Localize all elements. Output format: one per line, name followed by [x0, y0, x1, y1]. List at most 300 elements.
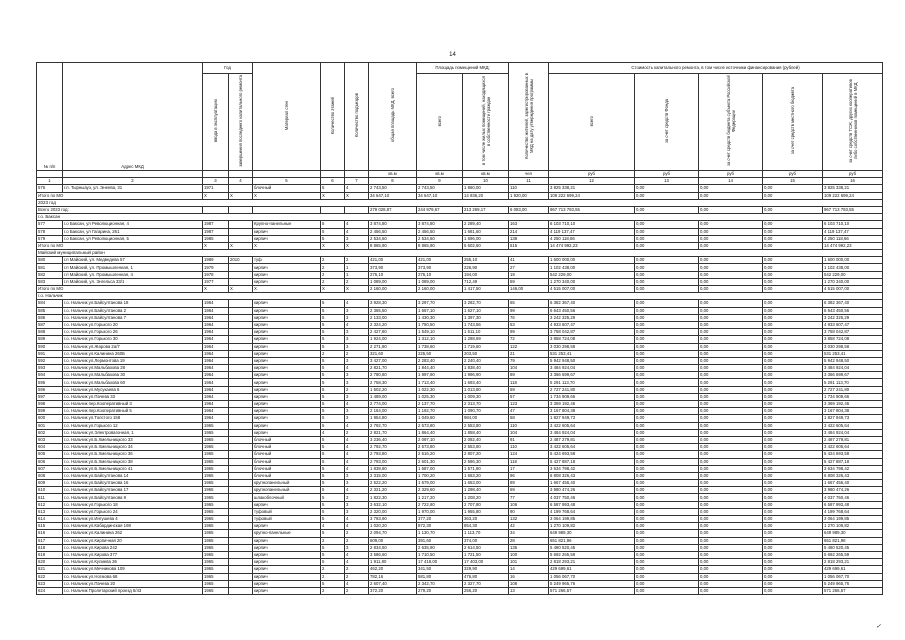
table-cell: 4 933 607,47 [823, 321, 883, 328]
total-cell: X [345, 286, 369, 293]
total-label: Всего 2023 год: [37, 206, 203, 213]
table-cell: кирпич [253, 350, 321, 357]
table-cell: 1 667,10 [417, 307, 463, 314]
table-cell: 2 137,70 [417, 401, 463, 408]
table-cell: 3 [345, 408, 369, 415]
table-cell: 4 [345, 465, 369, 472]
table-cell: 0,00 [763, 472, 823, 479]
table-cell: кирпич [253, 573, 321, 580]
table-cell: 2 365,50 [369, 307, 417, 314]
table-cell: 276,10 [417, 271, 463, 278]
total-cell: 967 713 793,55 [549, 206, 635, 213]
table-cell: 5 291 113,70 [549, 379, 635, 386]
header-area-group: Площадь помещений МКД: [417, 63, 509, 74]
table-cell: 2 522,20 [369, 480, 417, 487]
table-cell: кирпич [253, 537, 321, 544]
table-cell: 1965 [203, 573, 229, 580]
unit-cell: руб [699, 171, 763, 178]
unit-cell: чел [509, 171, 549, 178]
table-cell: 1965 [203, 566, 229, 573]
table-cell: 0,00 [635, 573, 699, 580]
table-cell: 1965 [203, 465, 229, 472]
total-cell [253, 206, 321, 213]
table-row [37, 487, 883, 494]
table-cell: 2 516,20 [417, 451, 463, 458]
table-row [37, 271, 883, 278]
table-cell: 984,00 [463, 415, 509, 422]
table-cell: 6 643 450,56 [823, 307, 883, 314]
table-cell: 13 [509, 587, 549, 594]
table-cell: 616 [37, 530, 63, 537]
table-cell: 782,16 [369, 573, 417, 580]
table-cell: 476,80 [463, 573, 509, 580]
table-cell: 3 [345, 329, 369, 336]
table-row [37, 559, 883, 566]
total-row [37, 206, 883, 213]
address-cell: г.о. Нальчик ул.Кулиева 36 [63, 559, 203, 566]
table-cell: 1 571,90 [463, 465, 509, 472]
table-cell: 0,00 [699, 429, 763, 436]
table-cell: 1 719,60 [463, 343, 509, 350]
table-cell: 2 [345, 537, 369, 544]
header-floors: Количество этажей [321, 63, 345, 171]
table-cell: 5 [321, 530, 345, 537]
table-cell: 1 822,30 [369, 494, 417, 501]
address-cell: г.о. Нальчик ул.Горького 30 [63, 336, 203, 343]
table-cell: 610 [37, 487, 63, 494]
table-cell: 226,90 [463, 264, 509, 271]
table-cell: 1 270 109,82 [549, 523, 635, 530]
table-cell: 0,00 [699, 587, 763, 594]
table-cell: 5 427 887,18 [549, 458, 635, 465]
table-cell: 4 [345, 516, 369, 523]
table-cell: 651 821,96 [823, 537, 883, 544]
table-cell: 585 [37, 307, 63, 314]
table-cell: 623 [37, 580, 63, 587]
table-row [37, 350, 883, 357]
address-cell: г.п Майский, ул. Промышленная, 1 [63, 264, 203, 271]
table-cell: кирпич [253, 300, 321, 307]
table-cell: 0,00 [763, 516, 823, 523]
table-cell: 203,50 [463, 350, 509, 357]
address-cell: г.о. Нальчик ул.Калинина 262 [63, 530, 203, 537]
table-cell: кирпич [253, 422, 321, 429]
address-cell: г.о. Нальчик ул.Байсултанова 16 [63, 480, 203, 487]
table-cell: 0,00 [763, 350, 823, 357]
table-cell: 110 [509, 422, 549, 429]
table-cell: 104 [509, 365, 549, 372]
table-cell: 1979 [203, 264, 229, 271]
table-cell: 4 [321, 429, 345, 436]
address-cell: г.о. Нальчик ул.Кабардинская 198 [63, 523, 203, 530]
table-cell: 1985 [203, 235, 229, 242]
table-cell: 5 [321, 516, 345, 523]
table-cell: 1 663,20 [463, 472, 509, 479]
table-row [37, 314, 883, 321]
address-cell: г.п Майский, ул. Промышленная, 4 [63, 271, 203, 278]
table-cell: 3 758 042,87 [549, 329, 635, 336]
table-cell: 2 834,50 [369, 544, 417, 551]
table-cell: 2 727 241,80 [823, 386, 883, 393]
table-cell: 1964 [203, 393, 229, 400]
table-cell: 624 [37, 587, 63, 594]
table-row [37, 544, 883, 551]
table-cell: 619 [37, 551, 63, 558]
unit-cell: кв.м [463, 171, 509, 178]
table-cell: 5 [321, 415, 345, 422]
table-cell: 4 [345, 559, 369, 566]
table-cell: 1964 [203, 379, 229, 386]
table-cell: 1 013,80 [463, 386, 509, 393]
table-cell: кирпич [253, 559, 321, 566]
table-cell: 1 734 909,66 [549, 393, 635, 400]
table-cell: 4 [345, 551, 369, 558]
address-cell: г.о. Нальчик Пролетарский проезд 5/43 [63, 587, 203, 594]
table-cell: 2 743,50 [369, 185, 417, 192]
table-cell: 1 270 340,00 [549, 278, 635, 285]
table-cell: 4 [345, 401, 369, 408]
table-cell [229, 357, 253, 364]
total-cell: 146,00 [509, 286, 549, 293]
table-cell: 1 [345, 264, 369, 271]
column-number: 15 [763, 178, 823, 185]
table-cell: 2 614,50 [463, 544, 509, 551]
table-cell: 0,00 [699, 444, 763, 451]
header-regional-budget: за счет средств бюджета субъекта Российской Федерации [699, 74, 763, 171]
table-cell: 5 [321, 508, 345, 515]
table-cell: 3 422 605,64 [549, 444, 635, 451]
table-cell: 588 [37, 329, 63, 336]
table-cell: 2 094,70 [369, 530, 417, 537]
table-row [37, 465, 883, 472]
table-cell: 0,00 [635, 444, 699, 451]
table-cell: 1 600 000,00 [823, 257, 883, 264]
table-cell: 600 [37, 415, 63, 422]
table-cell: 4 250 118,66 [549, 235, 635, 242]
table-cell: 1 009,30 [463, 393, 509, 400]
total-cell: X [203, 192, 229, 199]
table-cell: 0,00 [763, 314, 823, 321]
table-cell: 5 [321, 465, 345, 472]
table-cell: 3 [345, 494, 369, 501]
table-cell: 5 [321, 379, 345, 386]
header-area-residential: в том числе жилых помещений, находящихся в собственности граждан [463, 74, 509, 171]
table-cell: 5 [321, 559, 345, 566]
table-cell: 225,50 [417, 350, 463, 357]
table-cell: 5 [321, 472, 345, 479]
table-cell: 0,00 [635, 379, 699, 386]
table-cell: 0,00 [635, 580, 699, 587]
table-cell: 3 [345, 235, 369, 242]
table-cell: 2 807,20 [463, 451, 509, 458]
total-cell: X [253, 192, 321, 199]
table-cell [229, 436, 253, 443]
table-cell: 1965 [203, 451, 229, 458]
table-cell: 1 838,40 [463, 365, 509, 372]
table-row [37, 580, 883, 587]
address-cell: г.о. Нальчик ул.Горького 24 [63, 508, 203, 515]
table-cell: 2 607,40 [369, 580, 417, 587]
table-cell: 2 487 279,81 [549, 436, 635, 443]
table-cell: кирпич [253, 357, 321, 364]
address-cell: г.о. Нальчик ул.Байсултанова 9 [63, 494, 203, 501]
table-cell: 0,00 [635, 386, 699, 393]
table-cell: 1 667 456,40 [549, 480, 635, 487]
table-cell: 0,00 [635, 422, 699, 429]
table-cell: 2 240,40 [463, 357, 509, 364]
table-cell: 5 [321, 544, 345, 551]
address-cell: г.о. Нальчик ул.Б.Хмельницкого 38 [63, 458, 203, 465]
table-cell: 1 102 438,00 [549, 264, 635, 271]
table-cell: кирпич [253, 580, 321, 587]
table-cell: 1 587,00 [417, 465, 463, 472]
table-cell: 6 103 710,10 [549, 221, 635, 228]
address-cell: г.о. Нальчик ул.Кирпичная 20 [63, 537, 203, 544]
column-number: 8 [369, 178, 417, 185]
address-cell: г.о. Нальчик ул.Мальбахова 30 [63, 372, 203, 379]
section-title: г.о. Баксан [37, 214, 883, 221]
table-cell: 2 586,30 [463, 458, 509, 465]
table-cell: 4 [345, 185, 369, 192]
table-cell: 4 199 768,64 [823, 508, 883, 515]
table-cell: 2 [345, 429, 369, 436]
total-cell [203, 206, 229, 213]
table-cell: 0,00 [699, 408, 763, 415]
table-row [37, 307, 883, 314]
table-cell: 1 056 067,70 [549, 573, 635, 580]
table-cell: 0,00 [699, 235, 763, 242]
table-cell: 2 289,40 [463, 221, 509, 228]
address-cell: г.о. Нальчик ул.Горького 20 [63, 321, 203, 328]
table-cell: 3 167 804,38 [823, 408, 883, 415]
table-cell: 1 217,20 [417, 494, 463, 501]
total-cell: 0,00 [635, 206, 699, 213]
table-cell: 0,00 [699, 480, 763, 487]
table-cell: 0,00 [635, 372, 699, 379]
table-cell: 4 [345, 422, 369, 429]
table-cell [229, 221, 253, 228]
total-cell: 34 647,10 [369, 192, 417, 199]
table-row [37, 501, 883, 508]
table-cell: 72 [509, 336, 549, 343]
table-cell: 712,49 [463, 278, 509, 285]
table-cell: 1965 [203, 487, 229, 494]
page-number: 14 [449, 52, 456, 58]
table-cell: кирпич [253, 429, 321, 436]
table-cell: 3 422 605,64 [823, 444, 883, 451]
total-cell: 0,00 [699, 242, 763, 249]
table-cell: 1965 [203, 530, 229, 537]
table-cell: 1965 [203, 516, 229, 523]
table-cell: 3 [345, 393, 369, 400]
table-cell: 0,00 [763, 278, 823, 285]
table-row [37, 458, 883, 465]
table-cell: 3 [345, 472, 369, 479]
table-cell [229, 336, 253, 343]
table-cell [229, 278, 253, 285]
column-number: 4 [229, 178, 253, 185]
table-cell: 3 064 199,85 [549, 516, 635, 523]
total-cell: 0,00 [763, 242, 823, 249]
table-cell: 0,00 [635, 523, 699, 530]
table-cell: 597 [37, 393, 63, 400]
table-cell: 1 022,30 [417, 386, 463, 393]
table-cell: 2 [345, 587, 369, 594]
table-cell: 1 693,40 [463, 379, 509, 386]
table-cell: 1977 [203, 278, 229, 285]
table-cell: 3 858 724,08 [549, 336, 635, 343]
table-cell: кирпич [253, 235, 321, 242]
section-row [37, 250, 883, 257]
table-cell: 1 600 000,00 [549, 257, 635, 264]
table-cell: 3 242 325,29 [823, 314, 883, 321]
column-number: 1 [37, 178, 63, 185]
table-cell: 2 327,70 [463, 580, 509, 587]
table-row [37, 537, 883, 544]
table-cell: 1965 [203, 537, 229, 544]
table-cell: 1965 [203, 494, 229, 501]
table-cell: кирпич [253, 393, 321, 400]
total-cell: 109 222 699,24 [549, 192, 635, 199]
table-cell: 1 743,56 [463, 321, 509, 328]
address-cell: г.о. Нальчик ул.Байсултанова 18 [63, 300, 203, 307]
table-cell: 0,00 [635, 271, 699, 278]
address-cell: г.о Баксан, ул Революционная, 4 [63, 221, 203, 228]
table-cell: 42 [509, 523, 549, 530]
table-cell: 0,00 [763, 343, 823, 350]
table-cell: 2 [321, 587, 345, 594]
table-cell: 0,00 [635, 436, 699, 443]
table-cell: 108 [509, 580, 549, 587]
capital-repair-table [36, 62, 883, 595]
table-cell [229, 314, 253, 321]
table-row [37, 451, 883, 458]
table-cell: 3 [345, 307, 369, 314]
table-cell: кирпич [253, 365, 321, 372]
address-cell: г.о. Нальчик ул.Кирова 377 [63, 551, 203, 558]
table-cell: 0,00 [699, 451, 763, 458]
table-cell: 2 743,50 [417, 185, 463, 192]
table-row [37, 429, 883, 436]
table-cell: 0,00 [763, 300, 823, 307]
table-cell: 571 266,57 [823, 587, 883, 594]
table-cell: 0,00 [635, 544, 699, 551]
total-cell: 1 417,50 [463, 286, 509, 293]
table-cell: 0,00 [699, 401, 763, 408]
table-body [37, 185, 883, 595]
table-cell: 1 679,00 [417, 480, 463, 487]
table-cell: 5 249 965,76 [823, 580, 883, 587]
table-cell: 0,00 [699, 537, 763, 544]
table-cell: 17 418,00 [417, 559, 463, 566]
table-cell: кирпич [253, 372, 321, 379]
table-cell: 0,00 [635, 300, 699, 307]
table-cell: 1 997,90 [417, 372, 463, 379]
table-cell: 0,00 [699, 271, 763, 278]
table-cell: 0,00 [763, 544, 823, 551]
unit-cell: руб [763, 171, 823, 178]
table-cell: шлакоблочный [253, 494, 321, 501]
column-number: 7 [345, 178, 369, 185]
table-cell: 1 089,00 [417, 278, 463, 285]
address-cell: г.о. Нальчик ул.Горького 18 [63, 501, 203, 508]
total-label: Итого по МО [37, 242, 203, 249]
column-number: 11 [509, 178, 549, 185]
table-cell: 0,00 [699, 300, 763, 307]
table-cell: 1965 [203, 472, 229, 479]
table-row [37, 329, 883, 336]
table-cell: 16 [509, 573, 549, 580]
table-cell: 123 [509, 401, 549, 408]
total-cell: 4 515 007,00 [823, 286, 883, 293]
table-cell: 100 [509, 551, 549, 558]
address-cell: г.о. Нальчик ул.Байсултанова 7 [63, 314, 203, 321]
table-cell: 163 [509, 221, 549, 228]
table-cell: 2 [345, 573, 369, 580]
total-row [37, 192, 883, 199]
table-row [37, 372, 883, 379]
table-cell: 1 738,60 [417, 343, 463, 350]
address-cell: г.о. Нальчик ул.Калинина 260Б [63, 350, 203, 357]
table-cell: 276,10 [369, 271, 417, 278]
table-cell: 583 [37, 278, 63, 285]
table-cell: кирпич [253, 343, 321, 350]
table-cell: 595 [37, 379, 63, 386]
total-cell: 8 865,90 [369, 242, 417, 249]
table-cell: 4 [321, 523, 345, 530]
table-cell: 1965 [203, 429, 229, 436]
column-number: 16 [823, 178, 883, 185]
table-row [37, 408, 883, 415]
table-cell: 2 320,00 [369, 508, 417, 515]
table-cell: 0,00 [635, 336, 699, 343]
table-cell: 2 553,80 [463, 444, 509, 451]
table-cell: 2 534,60 [417, 235, 463, 242]
table-cell: 607 [37, 465, 63, 472]
table-cell: 0,00 [763, 436, 823, 443]
table-cell: 0,00 [699, 278, 763, 285]
table-cell: 5 [321, 221, 345, 228]
table-cell: 0,00 [763, 408, 823, 415]
section-title: г.о. Нальчик [37, 293, 883, 300]
address-cell: г.о. Нальчик ул.Б.Хмельницкого 41 [63, 465, 203, 472]
table-cell: Крупно-панельные [253, 221, 321, 228]
table-cell [229, 372, 253, 379]
table-cell: 3 [345, 336, 369, 343]
column-number: 12 [549, 178, 635, 185]
table-cell: 0,00 [699, 386, 763, 393]
table-cell: 602 [37, 429, 63, 436]
table-cell [229, 379, 253, 386]
table-cell: 1 700,20 [417, 472, 463, 479]
table-cell: 1964 [203, 372, 229, 379]
table-cell: 5 [321, 336, 345, 343]
table-cell: 1964 [203, 401, 229, 408]
table-cell: 0,00 [699, 494, 763, 501]
table-cell: 0,00 [635, 551, 699, 558]
table-cell: 1964 [203, 336, 229, 343]
address-cell: г.о Баксан, ул Гагарина, 261 [63, 228, 203, 235]
table-cell: 0,00 [635, 264, 699, 271]
table-cell: 5 [321, 307, 345, 314]
table-cell: кирпич [253, 386, 321, 393]
table-cell: 592 [37, 357, 63, 364]
table-cell: 2 707,80 [463, 501, 509, 508]
table-cell: 1 858,40 [463, 429, 509, 436]
table-cell: 2 342,70 [417, 580, 463, 587]
table-cell [229, 580, 253, 587]
address-cell: г.о. Нальчик ул.Байсултанова 2 [63, 307, 203, 314]
